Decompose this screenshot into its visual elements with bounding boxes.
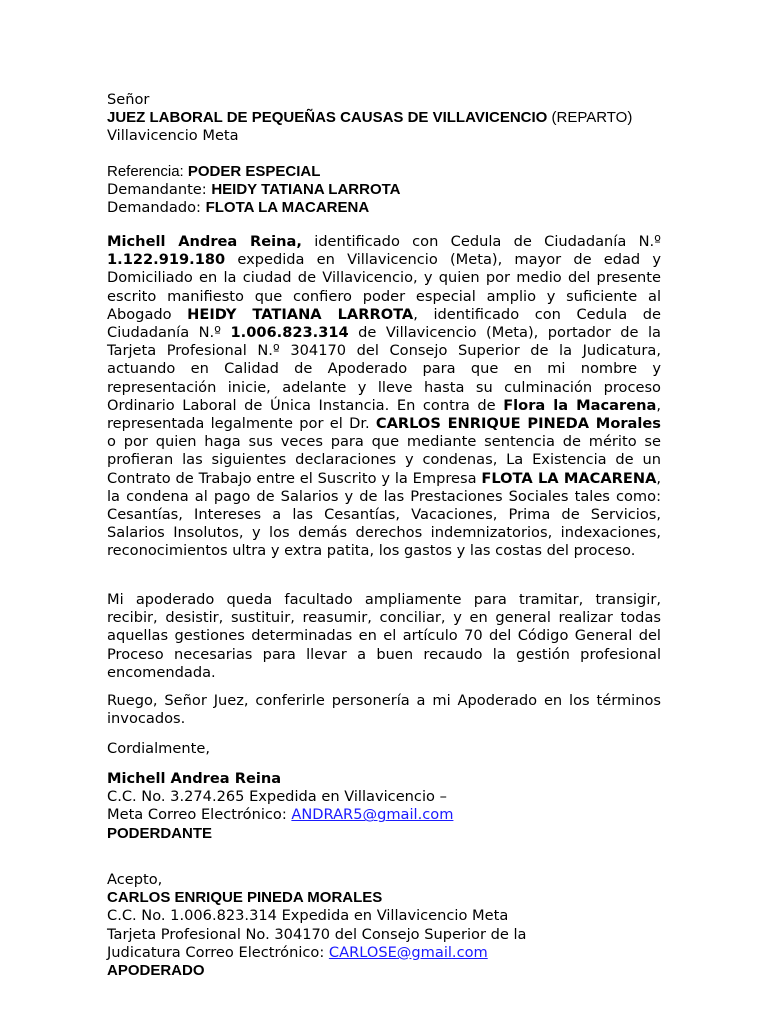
- grantor-role: PODERDANTE: [107, 824, 213, 842]
- plaintiff-label: Demandante:: [107, 181, 212, 199]
- defendant-label: Demandado:: [107, 199, 206, 217]
- salutation: Señor: [107, 91, 150, 108]
- emphasized-text: CARLOS ENRIQUE PINEDA Morales: [375, 415, 661, 433]
- attorney-card: Tarjeta Profesional No. 304170 del Consejo Superior de la: [107, 925, 527, 943]
- paragraph-text: de Villavicencio (Meta), portador de la Tarjeta Profesional N.º 304170 del Consejo Superior de la Judicatura, actuando en Calidad de Apoderado para que en mi nombre y representación inicie, adelante y lleve hasta su culminación proceso Ordinario Laboral de Única Instancia. En contra de: [107, 324, 661, 414]
- emphasized-text: HEIDY TATIANA LARROTA: [187, 305, 414, 323]
- emphasized-text: FLOTA LA MACARENA: [481, 469, 657, 487]
- plaintiff-line: [107, 181, 661, 199]
- court-name: JUEZ LABORAL DE PEQUEÑAS CAUSAS DE VILLAVICENCIO: [107, 109, 548, 127]
- court-line: [107, 109, 661, 127]
- grantor-block: [107, 770, 661, 843]
- defendant-line: [107, 199, 661, 217]
- paragraph-text: o por quien haga sus veces para que mediante sentencia de mérito se profieran las siguientes declaraciones y condenas, La Existencia de un Contrato de Trabajo entre el Suscrito y la Empresa: [107, 433, 661, 487]
- attorney-email-link[interactable]: CARLOSE@gmail.com: [328, 943, 488, 961]
- reference-value: PODER ESPECIAL: [187, 163, 321, 180]
- addressee-block: [107, 91, 661, 146]
- attorney-role: APODERADO: [107, 961, 205, 979]
- emphasized-text: Flora la Macarena: [503, 396, 657, 414]
- grantor-email-link[interactable]: ANDRAR5@gmail.com: [291, 806, 454, 824]
- grantor-email-label: Meta Correo Electrónico:: [107, 806, 292, 824]
- grantor-id: C.C. No. 3.274.265 Expedida en Villavicencio –: [107, 788, 447, 806]
- attorney-block: [107, 871, 661, 980]
- closing-text: Cordialmente,: [107, 740, 210, 757]
- paragraph-text: expedida en Villavicencio (Meta), mayor de edad y Domiciliado en la ciudad de Villavicencio, y quien por medio del presente escrito manifiesto que confiero poder especial amplio y suficiente al Abogado: [107, 251, 661, 323]
- paragraph-text: , representada legalmente por el Dr.: [107, 396, 661, 433]
- defendant-value: FLOTA LA MACARENA: [205, 199, 370, 217]
- attorney-id: C.C. No. 1.006.823.314 Expedida en Villavicencio Meta: [107, 907, 509, 925]
- reference-block: [107, 163, 661, 218]
- grantor-email-line: [107, 806, 661, 824]
- main-paragraph: [107, 233, 661, 561]
- paragraph-text: identificado con Cedula de Ciudadanía N.º: [301, 233, 662, 250]
- court-suffix: (REPARTO): [547, 109, 633, 127]
- plaintiff-value: HEIDY TATIANA LARROTA: [211, 181, 401, 199]
- attorney-email-label: Judicatura Correo Electrónico:: [107, 943, 329, 961]
- acceptance-text: Acepto,: [107, 871, 163, 888]
- powers-paragraph: Mi apoderado queda facultado ampliamente para tramitar, transigir, recibir, desistir, sustituir, reasumir, conciliar, y en general realizar todas aquellas gestiones determinadas en el artículo 70 del Código General del Proceso necesarias para llevar a buen recaudo la gestión profesional encomendada.: [107, 591, 661, 681]
- paragraph-text: , identificado con Cedula de Ciudadanía N.º: [107, 305, 661, 342]
- city-line: Villavicencio Meta: [107, 127, 239, 145]
- paragraph-text: , la condena al pago de Salarios y de las Prestaciones Sociales tales como: Cesantías, Intereses a las Cesantías, Vacaciones, Prima de Servicios, Salarios Insolutos, y los demás derechos indemnizatorios, indexaciones, reconocimientos ultra y extra patita, los gastos y las costas del proceso.: [107, 469, 662, 560]
- reference-label: Referencia:: [107, 163, 188, 180]
- emphasized-text: 1.122.919.180: [107, 251, 226, 269]
- attorney-name: CARLOS ENRIQUE PINEDA MORALES: [107, 889, 383, 907]
- emphasized-text: 1.006.823.314: [230, 324, 349, 342]
- grantor-name: Michell Andrea Reina: [107, 770, 282, 787]
- attorney-email-line: [107, 944, 661, 962]
- reference-line: [107, 163, 661, 181]
- emphasized-text: Michell Andrea Reina,: [107, 233, 302, 250]
- closing: [107, 740, 661, 758]
- request-paragraph: Ruego, Señor Juez, conferirle personería a mi Apoderado en los términos invocados.: [107, 692, 661, 728]
